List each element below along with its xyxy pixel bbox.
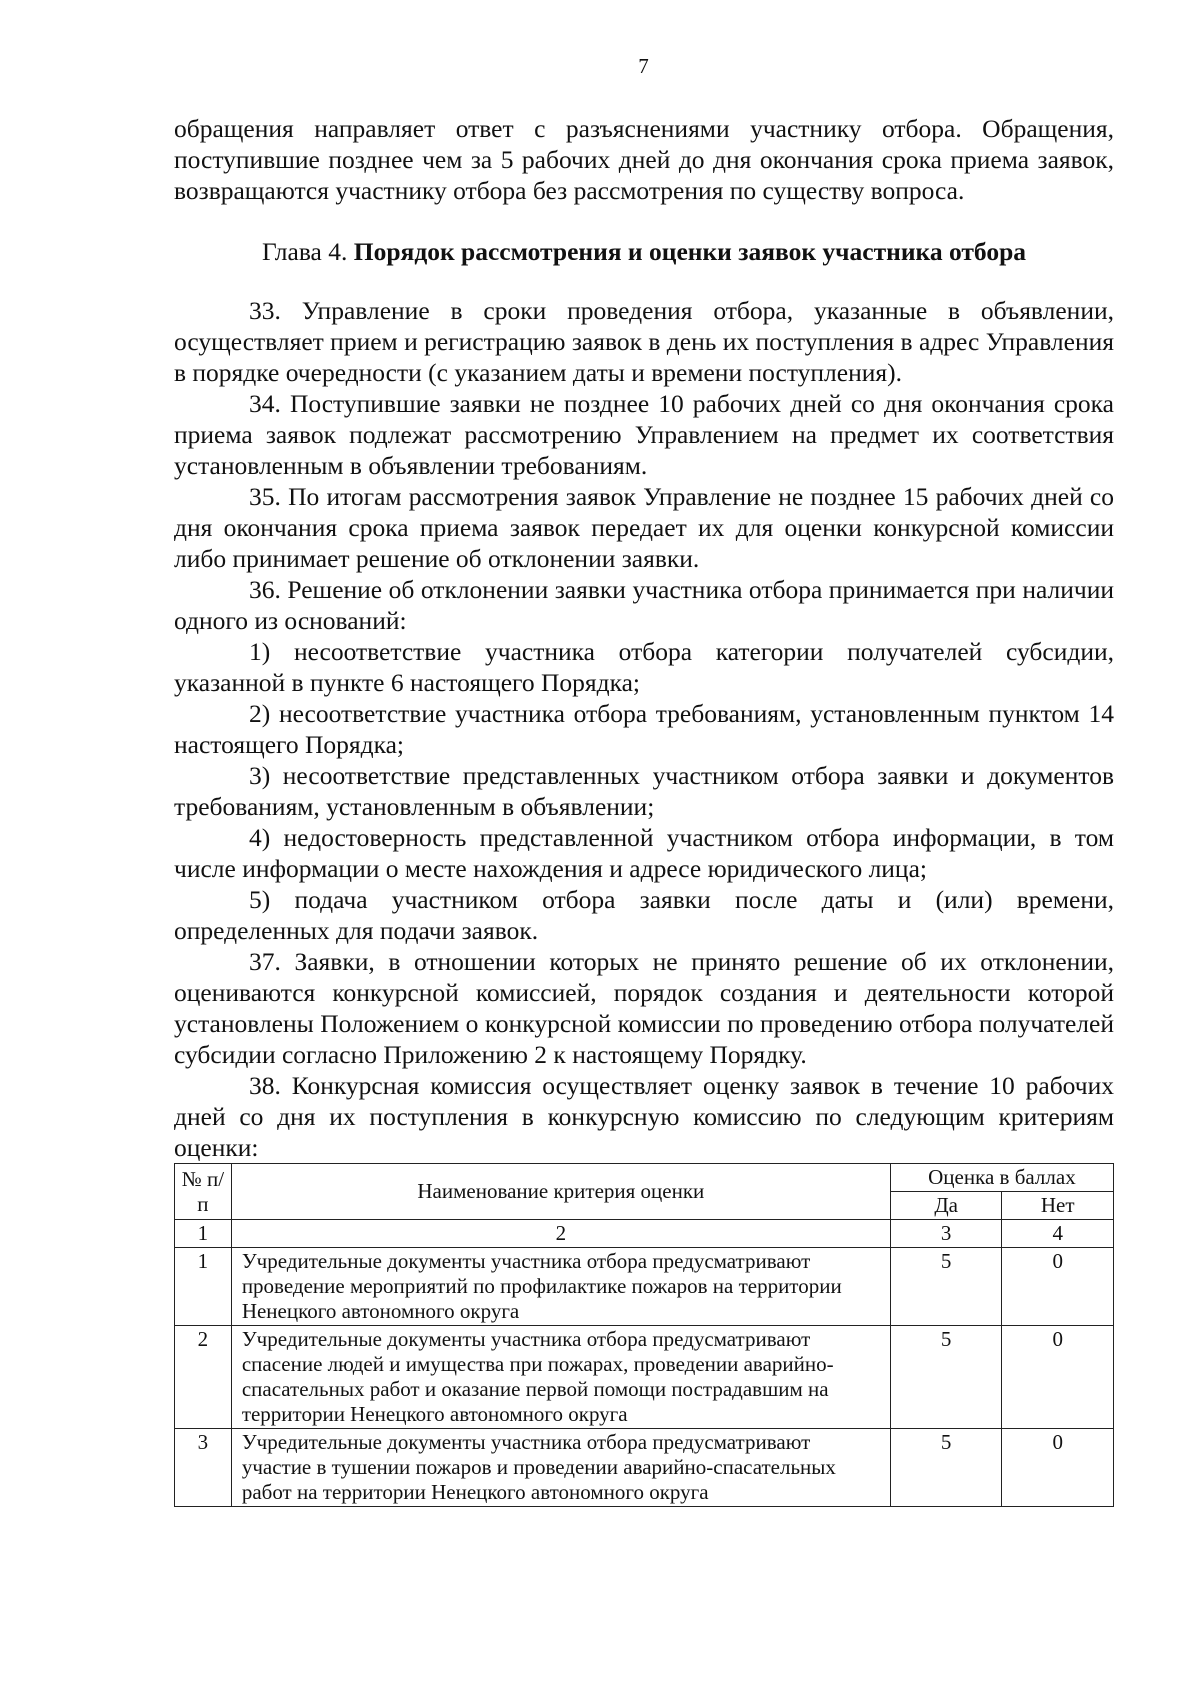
chapter-heading [174, 236, 1114, 267]
table-row [175, 1429, 1114, 1507]
row-score-no: 0 [1002, 1429, 1114, 1507]
page-number: 7 [638, 54, 649, 78]
header-num: № п/п [175, 1164, 232, 1220]
row-num: 1 [175, 1248, 232, 1326]
document-body [174, 113, 1114, 1507]
paragraph-38: 38. Конкурсная комиссия осуществляет оценку заявок в течение 10 рабочих дней со дня их поступления в конкурсную комиссию по следующим критериям оценки: [174, 1071, 1114, 1162]
chapter-title: Порядок рассмотрения и оценки заявок участника отбора [353, 237, 1027, 266]
column-number: 2 [231, 1220, 890, 1248]
paragraph-37: 37. Заявки, в отношении которых не принято решение об их отклонении, оцениваются конкурсной комиссией, порядок создания и деятельности которой установлены Положением о конкурсной комиссии по проведению отбора получателей субсидии согласно Приложению 2 к настоящему Порядку. [174, 947, 1114, 1069]
column-number: 3 [890, 1220, 1002, 1248]
header-yes: Да [890, 1192, 1002, 1220]
paragraph-36-item-1: 1) несоответствие участника отбора категории получателей субсидии, указанной в пункте 6 настоящего Порядка; [174, 637, 1114, 697]
row-criterion [231, 1326, 890, 1429]
table-row [175, 1326, 1114, 1429]
row-criterion-text: Учредительные документы участника отбора предусматривают проведение мероприятий по профилактике пожаров на территории Ненецкого автономного округа [241, 1249, 842, 1323]
column-number: 1 [175, 1220, 232, 1248]
paragraph-35: 35. По итогам рассмотрения заявок Управление не позднее 15 рабочих дней со дня окончания срока приема заявок передает их для оценки конкурсной комиссии либо принимает решение об отклонении заявки. [174, 482, 1114, 573]
table-header-row [175, 1164, 1114, 1192]
paragraph-36-item-2: 2) несоответствие участника отбора требованиям, установленным пунктом 14 настоящего Порядка; [174, 699, 1114, 759]
paragraph-34: 34. Поступившие заявки не позднее 10 рабочих дней со дня окончания срока приема заявок подлежат рассмотрению Управлением на предмет их соответствия установленным в объявлении требованиям. [174, 389, 1114, 480]
header-name: Наименование критерия оценки [231, 1164, 890, 1220]
paragraph-36-item-5: 5) подача участником отбора заявки после даты и (или) времени, определенных для подачи заявок. [174, 885, 1114, 945]
table-row [175, 1248, 1114, 1326]
header-score: Оценка в баллах [890, 1164, 1113, 1192]
criteria-table [174, 1163, 1114, 1507]
row-num: 2 [175, 1326, 232, 1429]
row-criterion [231, 1429, 890, 1507]
table-column-numbers-row [175, 1220, 1114, 1248]
paragraph-33: 33. Управление в сроки проведения отбора, указанные в объявлении, осуществляет прием и регистрацию заявок в день их поступления в адрес Управления в порядке очередности (с указанием даты и времени поступления). [174, 296, 1114, 387]
row-criterion [231, 1248, 890, 1326]
row-score-no: 0 [1002, 1326, 1114, 1429]
row-score-yes: 5 [890, 1248, 1002, 1326]
row-criterion-text: Учредительные документы участника отбора предусматривают участие в тушении пожаров и проведении аварийно-спасательных работ на территории Ненецкого автономного округа [241, 1430, 836, 1504]
chapter-label: Глава 4. [261, 237, 348, 266]
row-score-yes: 5 [890, 1429, 1002, 1507]
row-score-no: 0 [1002, 1248, 1114, 1326]
row-score-yes: 5 [890, 1326, 1002, 1429]
column-number: 4 [1002, 1220, 1114, 1248]
paragraph-36-item-3: 3) несоответствие представленных участником отбора заявки и документов требованиям, установленным в объявлении; [174, 761, 1114, 821]
header-no: Нет [1002, 1192, 1114, 1220]
row-num: 3 [175, 1429, 232, 1507]
paragraph-36: 36. Решение об отклонении заявки участника отбора принимается при наличии одного из оснований: [174, 575, 1114, 635]
paragraph-36-item-4: 4) недостоверность представленной участником отбора информации, в том числе информации о месте нахождения и адресе юридического лица; [174, 823, 1114, 883]
row-criterion-text: Учредительные документы участника отбора предусматривают спасение людей и имущества при пожарах, проведении аварийно-спасательных работ и оказание первой помощи пострадавшим на территории Ненецкого автономного округа [241, 1327, 834, 1426]
intro-paragraph: обращения направляет ответ с разъяснениями участнику отбора. Обращения, поступившие позднее чем за 5 рабочих дней до дня окончания срока приема заявок, возвращаются участнику отбора без рассмотрения по существу вопроса. [174, 114, 1114, 205]
